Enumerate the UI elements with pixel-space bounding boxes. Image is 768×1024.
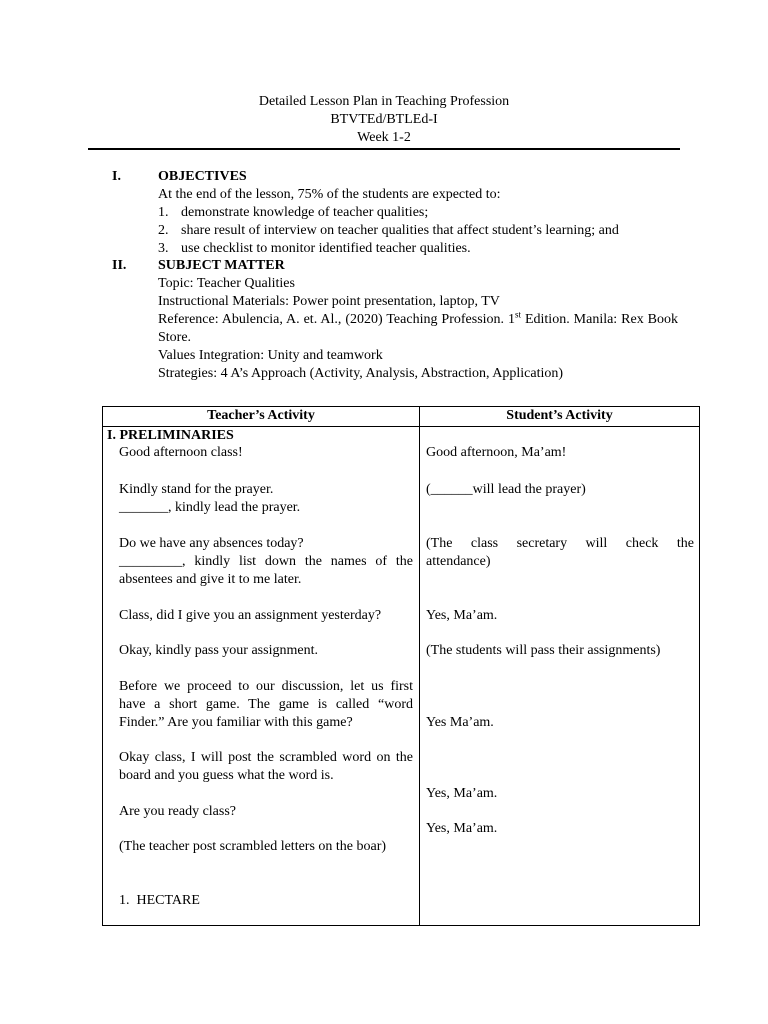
student-yes-3: Yes, Ma’am. xyxy=(426,786,498,801)
teacher-scrambled: (The teacher post scrambled letters on the boar) xyxy=(119,839,387,854)
teacher-assignment-question: Class, did I give you an assignment yesterday? xyxy=(119,608,382,623)
teacher-absences-2: _________, kindly list down the names of the xyxy=(119,554,413,569)
header-divider xyxy=(88,148,680,150)
teacher-game-3: Finder.” Are you familiar with this game? xyxy=(119,715,353,730)
teacher-prayer-2: _______, kindly lead the prayer. xyxy=(119,500,301,515)
student-yes-4: Yes, Ma’am. xyxy=(426,821,498,836)
program-label: BTVTEd/BTLEd-I xyxy=(330,112,438,127)
student-secretary-1: (The class secretary will check the xyxy=(426,536,694,551)
teacher-prayer-1: Kindly stand for the prayer. xyxy=(119,482,274,497)
subject-matter-numeral: II. xyxy=(112,258,127,273)
student-greeting: Good afternoon, Ma’am! xyxy=(426,445,567,460)
teacher-post-1: Okay class, I will post the scrambled word on the xyxy=(119,750,413,765)
student-yes-2: Yes Ma’am. xyxy=(426,715,494,730)
strategies-line: Strategies: 4 A’s Approach (Activity, Analysis, Abstraction, Application) xyxy=(158,366,564,381)
teacher-ready: Are you ready class? xyxy=(119,804,237,819)
student-yes-1: Yes, Ma’am. xyxy=(426,608,498,623)
activity-table xyxy=(102,406,700,926)
teacher-game-2: have a short game. The game is called “word xyxy=(119,697,413,712)
document-header xyxy=(0,93,768,147)
list-item: 3. use checklist to monitor identified teacher qualities. xyxy=(158,241,471,256)
reference-line: Reference: Abulencia, A. et. Al., (2020) Teaching Profession. 1st Edition. Manila: Rex Book Store. xyxy=(158,309,678,345)
student-secretary-2: attendance) xyxy=(426,554,491,569)
teacher-game-1: Before we proceed to our discussion, let us first xyxy=(119,679,413,694)
teacher-activity-cell xyxy=(103,427,420,926)
list-item: 2. share result of interview on teacher qualities that affect student’s learning; and xyxy=(158,223,619,238)
document-title: Detailed Lesson Plan in Teaching Profession xyxy=(258,94,510,109)
teacher-activity-header: Teacher’s Activity xyxy=(103,407,420,427)
list-item: 1. demonstrate knowledge of teacher qualities; xyxy=(158,205,429,220)
values-line: Values Integration: Unity and teamwork xyxy=(158,348,383,363)
topic-line: Topic: Teacher Qualities xyxy=(158,276,295,291)
teacher-absences-3: absentees and give it to me later. xyxy=(119,572,302,587)
teacher-greeting: Good afternoon class! xyxy=(119,445,243,460)
materials-line: Instructional Materials: Power point presentation, laptop, TV xyxy=(158,294,500,309)
scrambled-word-item: 1. HECTARE xyxy=(119,893,200,908)
teacher-pass-assignment: Okay, kindly pass your assignment. xyxy=(119,643,318,658)
subject-matter-title: SUBJECT MATTER xyxy=(158,258,285,273)
objectives-list xyxy=(158,204,688,258)
objectives-numeral: I. xyxy=(112,169,121,184)
student-activity-cell xyxy=(420,427,700,926)
teacher-absences-1: Do we have any absences today? xyxy=(119,536,304,551)
student-pass: (The students will pass their assignments) xyxy=(426,643,661,658)
week-label: Week 1-2 xyxy=(357,130,411,145)
preliminaries-heading: I. PRELIMINARIES xyxy=(107,428,234,443)
student-activity-header: Student’s Activity xyxy=(420,407,700,427)
teacher-post-2: board and you guess what the word is. xyxy=(119,768,334,783)
objectives-intro: At the end of the lesson, 75% of the students are expected to: xyxy=(158,187,501,202)
objectives-title: OBJECTIVES xyxy=(158,169,247,184)
student-prayer: (______will lead the prayer) xyxy=(426,482,586,497)
